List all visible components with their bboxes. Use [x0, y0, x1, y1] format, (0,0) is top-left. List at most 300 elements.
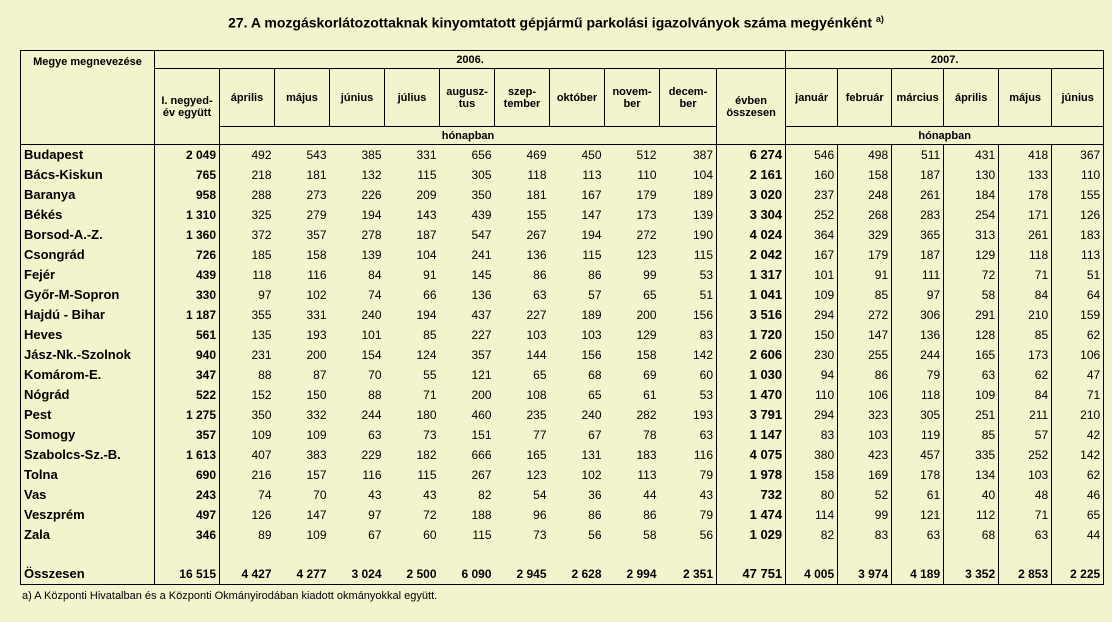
month-2006-value: 63: [533, 287, 547, 302]
month-2007-value: 167: [786, 245, 838, 265]
month-2006-value: 244: [361, 407, 382, 422]
month-2007-value: 254: [944, 205, 999, 225]
month-2007-value: 106: [838, 385, 892, 405]
month-2007-value: 111: [892, 265, 944, 285]
table-row: [21, 185, 1104, 205]
month-2006-value: 67: [588, 427, 602, 442]
column-header-2007: május: [999, 69, 1052, 127]
column-header-2007: február: [838, 69, 892, 127]
month-2006-value: 387: [660, 145, 717, 165]
month-2007-value: 261: [892, 185, 944, 205]
month-2007-value: 291: [944, 305, 999, 325]
month-2006-value: 65: [588, 387, 602, 402]
month-2006-value: 121: [471, 367, 492, 382]
month-2007-value: 305: [892, 405, 944, 425]
month-2006-value: 132: [361, 167, 382, 182]
month-2006-value: 73: [533, 527, 547, 542]
month-2006-value: 4 277: [296, 567, 327, 582]
table-row: [21, 325, 1104, 345]
month-2007-value: 142: [1052, 445, 1104, 465]
month-2006-value: 135: [251, 327, 272, 342]
month-2007-value: 244: [892, 345, 944, 365]
month-2006-value: 115: [417, 167, 437, 182]
total-row: [21, 565, 1104, 585]
month-2006-value: 512: [636, 147, 657, 162]
month-2007-value: 62: [1052, 465, 1104, 485]
month-2006-value: 173: [636, 207, 657, 222]
month-2006-value: 157: [306, 467, 327, 482]
month-2007-value: 58: [944, 285, 999, 305]
month-2006-value: 115: [417, 467, 437, 482]
year-2007-header: 2007.: [786, 51, 1104, 69]
month-2006-value: 273: [306, 187, 327, 202]
month-2007-value: 52: [838, 485, 892, 505]
month-2007-value: 128: [944, 325, 999, 345]
q1-value: 347: [155, 365, 220, 385]
month-2006-value: 86: [643, 507, 657, 522]
county-name: Borsod-A.-Z.: [21, 225, 155, 245]
month-2007-value: 252: [999, 445, 1052, 465]
year-total-value: 2 042: [717, 245, 786, 265]
month-2007-value: 126: [1052, 205, 1104, 225]
month-2007-value: 91: [838, 265, 892, 285]
month-2006-value: 123: [526, 467, 547, 482]
month-2007-value: 110: [786, 385, 838, 405]
month-2007-value: 511: [892, 145, 944, 165]
month-2006-value: 108: [526, 387, 547, 402]
month-2006-value: 543: [306, 147, 327, 162]
table-row: [21, 385, 1104, 405]
column-header-2006: május: [275, 69, 330, 127]
q1-value: 1 310: [155, 205, 220, 225]
month-2006-value: 115: [582, 247, 602, 262]
month-2006-value: 145: [471, 267, 492, 282]
month-2006-value: 63: [660, 425, 717, 445]
year-total-value: 3 020: [717, 185, 786, 205]
year-total-value: 4 075: [717, 445, 786, 465]
month-2006-value: 231: [251, 347, 272, 362]
month-2006-value: 385: [361, 147, 382, 162]
year-total-value: 1 029: [717, 525, 786, 545]
month-2007-value: 431: [944, 145, 999, 165]
month-2007-value: 103: [838, 425, 892, 445]
county-name: Somogy: [21, 425, 155, 445]
month-2007-value: 306: [892, 305, 944, 325]
month-2007-value: 323: [838, 405, 892, 425]
q1-value: 346: [155, 525, 220, 545]
year-total-value: 1 720: [717, 325, 786, 345]
q1-value: 330: [155, 285, 220, 305]
month-2006-value: 97: [258, 287, 272, 302]
month-2006-value: 279: [306, 207, 327, 222]
year-total-value: 1 030: [717, 365, 786, 385]
month-2007-value: 64: [1052, 285, 1104, 305]
column-header-2007: április: [944, 69, 999, 127]
month-2006-value: 272: [636, 227, 657, 242]
column-header-year-total: évben összesen: [717, 69, 786, 145]
month-2007-value: 51: [1052, 265, 1104, 285]
month-2007-value: 237: [786, 185, 838, 205]
month-2006-value: 492: [251, 147, 272, 162]
month-2006-value: 65: [643, 287, 657, 302]
month-2007-value: 272: [838, 305, 892, 325]
month-2006-value: 267: [471, 467, 492, 482]
month-2007-value: 380: [786, 445, 838, 465]
month-2007-value: 119: [892, 425, 944, 445]
month-2007-value: 150: [786, 325, 838, 345]
month-2006-value: 240: [581, 407, 602, 422]
month-2006-value: 86: [588, 267, 602, 282]
month-2006-value: 656: [471, 147, 492, 162]
month-2006-value: 194: [361, 207, 382, 222]
month-2007-value: 261: [999, 225, 1052, 245]
month-2007-value: 62: [999, 365, 1052, 385]
month-2006-value: 126: [251, 507, 272, 522]
month-2006-value: 235: [526, 407, 547, 422]
month-2007-value: 2 853: [999, 565, 1052, 585]
month-2006-value: 36: [588, 487, 602, 502]
month-2006-value: 193: [306, 327, 327, 342]
month-2006-value: 102: [306, 287, 327, 302]
month-2006-value: 437: [471, 307, 492, 322]
month-2007-value: 42: [1052, 425, 1104, 445]
month-2006-value: 68: [588, 367, 602, 382]
month-2006-value: 118: [252, 267, 272, 282]
column-header-2006: október: [550, 69, 605, 127]
month-2007-value: 112: [944, 505, 999, 525]
month-2007-value: 83: [838, 525, 892, 545]
month-2007-value: 158: [786, 465, 838, 485]
month-2006-value: 109: [251, 427, 272, 442]
q1-value: 1 187: [155, 305, 220, 325]
month-2007-value: 294: [786, 405, 838, 425]
month-2007-value: 86: [838, 365, 892, 385]
month-2006-value: 227: [526, 307, 547, 322]
month-2006-value: 2 351: [660, 565, 717, 585]
month-2007-value: 61: [892, 485, 944, 505]
county-name: Bács-Kiskun: [21, 165, 155, 185]
month-2006-value: 65: [533, 367, 547, 382]
month-2006-value: 115: [660, 245, 717, 265]
month-2006-value: 6 090: [461, 567, 492, 582]
month-2006-value: 158: [306, 247, 327, 262]
month-2006-value: 200: [471, 387, 492, 402]
statistics-table: [20, 50, 1104, 585]
month-2007-value: 498: [838, 145, 892, 165]
month-2007-value: 101: [786, 265, 838, 285]
county-column-header: Megye megnevezése: [21, 51, 155, 145]
month-2007-value: 136: [892, 325, 944, 345]
month-2007-value: 3 352: [944, 565, 999, 585]
month-2006-value: 194: [581, 227, 602, 242]
month-2006-value: 103: [526, 327, 547, 342]
year-total-value: 2 161: [717, 165, 786, 185]
table-row: [21, 285, 1104, 305]
month-2007-value: 84: [999, 285, 1052, 305]
month-2006-value: 88: [368, 387, 382, 402]
q1-value: 357: [155, 425, 220, 445]
month-2007-value: 187: [892, 165, 944, 185]
month-2007-value: 184: [944, 185, 999, 205]
month-2007-value: 106: [1052, 345, 1104, 365]
q1-value: 1 360: [155, 225, 220, 245]
month-2006-value: 3 024: [351, 567, 382, 582]
month-2006-value: 218: [251, 167, 272, 182]
month-2007-value: 147: [838, 325, 892, 345]
month-2006-value: 383: [306, 447, 327, 462]
month-2007-value: 178: [892, 465, 944, 485]
month-2007-value: 329: [838, 225, 892, 245]
months-sublabel-2006: hónapban: [220, 127, 717, 145]
table-row: [21, 365, 1104, 385]
month-2006-value: 241: [471, 247, 492, 262]
month-2006-value: 96: [533, 507, 547, 522]
month-2007-value: 158: [838, 165, 892, 185]
year-total-value: 732: [717, 485, 786, 505]
q1-value: 765: [155, 165, 220, 185]
year-total-value: 1 474: [717, 505, 786, 525]
month-2007-value: 65: [1052, 505, 1104, 525]
q1-value: 439: [155, 265, 220, 285]
month-2007-value: 48: [999, 485, 1052, 505]
month-2006-value: 101: [361, 327, 382, 342]
month-2006-value: 200: [306, 347, 327, 362]
month-2006-value: 167: [581, 187, 602, 202]
q1-value: 690: [155, 465, 220, 485]
month-2006-value: 116: [362, 467, 382, 482]
month-2007-value: 130: [944, 165, 999, 185]
month-2006-value: 155: [526, 207, 547, 222]
month-2006-value: 156: [660, 305, 717, 325]
month-2006-value: 99: [643, 267, 657, 282]
table-row: [21, 265, 1104, 285]
month-2007-value: 423: [838, 445, 892, 465]
month-2006-value: 666: [471, 447, 492, 462]
column-header-2006: június: [330, 69, 385, 127]
month-2007-value: 546: [786, 145, 838, 165]
month-2007-value: 94: [786, 365, 838, 385]
q1-value: 1 613: [155, 445, 220, 465]
year-total-value: 47 751: [717, 565, 786, 585]
column-header-2007: június: [1052, 69, 1104, 127]
year-total-value: 1 147: [717, 425, 786, 445]
column-header-2006: április: [220, 69, 275, 127]
county-name: Komárom-E.: [21, 365, 155, 385]
column-header-2007: január: [786, 69, 838, 127]
month-2006-value: 43: [660, 485, 717, 505]
month-2007-value: 44: [1052, 525, 1104, 545]
month-2006-value: 194: [416, 307, 437, 322]
month-2006-value: 188: [471, 507, 492, 522]
month-2006-value: 150: [306, 387, 327, 402]
table-row: [21, 305, 1104, 325]
table-row: [21, 345, 1104, 365]
month-2006-value: 227: [471, 327, 492, 342]
q1-value: 522: [155, 385, 220, 405]
month-2006-value: 69: [643, 367, 657, 382]
month-2007-value: 84: [999, 385, 1052, 405]
month-2006-value: 267: [526, 227, 547, 242]
month-2007-value: 63: [999, 525, 1052, 545]
month-2007-value: 47: [1052, 365, 1104, 385]
month-2006-value: 123: [636, 247, 657, 262]
month-2007-value: 268: [838, 205, 892, 225]
column-header-2006: decem-ber: [660, 69, 717, 127]
year-2006-header: 2006.: [155, 51, 786, 69]
month-2007-value: 159: [1052, 305, 1104, 325]
month-2006-value: 61: [643, 387, 657, 402]
month-2006-value: 104: [416, 247, 437, 262]
q1-value: 958: [155, 185, 220, 205]
month-2006-value: 57: [588, 287, 602, 302]
month-2006-value: 181: [526, 187, 547, 202]
month-2007-value: 118: [999, 245, 1052, 265]
month-2006-value: 282: [636, 407, 657, 422]
month-2007-value: 335: [944, 445, 999, 465]
month-2006-value: 185: [251, 247, 272, 262]
month-2007-value: 129: [944, 245, 999, 265]
month-2006-value: 332: [306, 407, 327, 422]
month-2007-value: 313: [944, 225, 999, 245]
month-2006-value: 56: [588, 527, 602, 542]
year-total-value: 1 470: [717, 385, 786, 405]
month-2006-value: 4 427: [241, 567, 272, 582]
month-2006-value: 179: [636, 187, 657, 202]
month-2006-value: 116: [307, 267, 327, 282]
month-2006-value: 110: [637, 167, 657, 182]
county-name: Baranya: [21, 185, 155, 205]
month-2006-value: 200: [636, 307, 657, 322]
month-2006-value: 139: [660, 205, 717, 225]
month-2007-value: 82: [786, 525, 838, 545]
month-2006-value: 88: [258, 367, 272, 382]
month-2007-value: 80: [786, 485, 838, 505]
month-2007-value: 113: [1052, 245, 1104, 265]
month-2007-value: 72: [944, 265, 999, 285]
table-body: [21, 145, 1104, 585]
month-2007-value: 71: [1052, 385, 1104, 405]
q1-value: 16 515: [155, 565, 220, 585]
month-2006-value: 278: [361, 227, 382, 242]
month-2007-value: 255: [838, 345, 892, 365]
q1-value: 497: [155, 505, 220, 525]
month-2007-value: 210: [999, 305, 1052, 325]
month-2007-value: 4 005: [786, 565, 838, 585]
month-2006-value: 469: [526, 147, 547, 162]
year-total-value: 2 606: [717, 345, 786, 365]
footnote: a) A Központi Hivatalban és a Központi Okmányirodában kiadott okmányokkal együtt.: [22, 590, 438, 602]
month-2006-value: 2 500: [406, 567, 437, 582]
month-2006-value: 190: [660, 225, 717, 245]
table-row: [21, 445, 1104, 465]
month-2006-value: 156: [581, 347, 602, 362]
month-2007-value: 173: [999, 345, 1052, 365]
month-2006-value: 131: [581, 447, 602, 462]
month-2006-value: 2 994: [626, 567, 657, 582]
month-2006-value: 54: [533, 487, 547, 502]
month-2007-value: 187: [892, 245, 944, 265]
month-2006-value: 91: [423, 267, 437, 282]
month-2007-value: 283: [892, 205, 944, 225]
month-2007-value: 178: [999, 185, 1052, 205]
month-2006-value: 102: [581, 467, 602, 482]
month-2007-value: 3 974: [838, 565, 892, 585]
month-2007-value: 71: [999, 265, 1052, 285]
table-row: [21, 525, 1104, 545]
month-2007-value: 63: [944, 365, 999, 385]
month-2006-value: 325: [251, 207, 272, 222]
q1-value: 2 049: [155, 145, 220, 165]
month-2006-value: 460: [471, 407, 492, 422]
q1-value: 561: [155, 325, 220, 345]
month-2006-value: 83: [660, 325, 717, 345]
month-2006-value: 165: [526, 447, 547, 462]
month-2006-value: 240: [361, 307, 382, 322]
year-total-value: 3 516: [717, 305, 786, 325]
county-name: Vas: [21, 485, 155, 505]
month-2006-value: 85: [423, 327, 437, 342]
month-2007-value: 85: [838, 285, 892, 305]
month-2006-value: 79: [660, 505, 717, 525]
q1-value: 243: [155, 485, 220, 505]
month-2007-value: 165: [944, 345, 999, 365]
month-2006-value: 58: [643, 527, 657, 542]
month-2006-value: 154: [361, 347, 382, 362]
month-2006-value: 547: [471, 227, 492, 242]
table-row: [21, 465, 1104, 485]
month-2007-value: 251: [944, 405, 999, 425]
month-2006-value: 118: [527, 167, 547, 182]
month-2007-value: 133: [999, 165, 1052, 185]
month-2007-value: 121: [892, 505, 944, 525]
month-2007-value: 155: [1052, 185, 1104, 205]
month-2006-value: 372: [251, 227, 272, 242]
table-row: [21, 505, 1104, 525]
month-2006-value: 331: [306, 307, 327, 322]
month-2006-value: 78: [643, 427, 657, 442]
month-2006-value: 158: [636, 347, 657, 362]
table-row: [21, 205, 1104, 225]
month-2006-value: 66: [423, 287, 437, 302]
month-2006-value: 147: [581, 207, 602, 222]
month-2006-value: 71: [423, 387, 437, 402]
month-2006-value: 439: [471, 207, 492, 222]
month-2007-value: 85: [999, 325, 1052, 345]
q1-value: 726: [155, 245, 220, 265]
month-2006-value: 129: [636, 327, 657, 342]
month-2006-value: 87: [313, 367, 327, 382]
county-name: Veszprém: [21, 505, 155, 525]
month-2006-value: 113: [637, 467, 657, 482]
county-name: Heves: [21, 325, 155, 345]
month-2007-value: 364: [786, 225, 838, 245]
month-2007-value: 294: [786, 305, 838, 325]
month-2007-value: 2 225: [1052, 565, 1104, 585]
month-2006-value: 43: [368, 487, 382, 502]
month-2006-value: 147: [306, 507, 327, 522]
month-2006-value: 357: [306, 227, 327, 242]
month-2006-value: 70: [313, 487, 327, 502]
county-name: Zala: [21, 525, 155, 545]
month-2006-value: 74: [258, 487, 272, 502]
month-2007-value: 4 189: [892, 565, 944, 585]
month-2007-value: 418: [999, 145, 1052, 165]
table-row: [21, 145, 1104, 165]
month-2007-value: 367: [1052, 145, 1104, 165]
month-2007-value: 179: [838, 245, 892, 265]
month-2006-value: 2 945: [516, 567, 547, 582]
month-2007-value: 40: [944, 485, 999, 505]
